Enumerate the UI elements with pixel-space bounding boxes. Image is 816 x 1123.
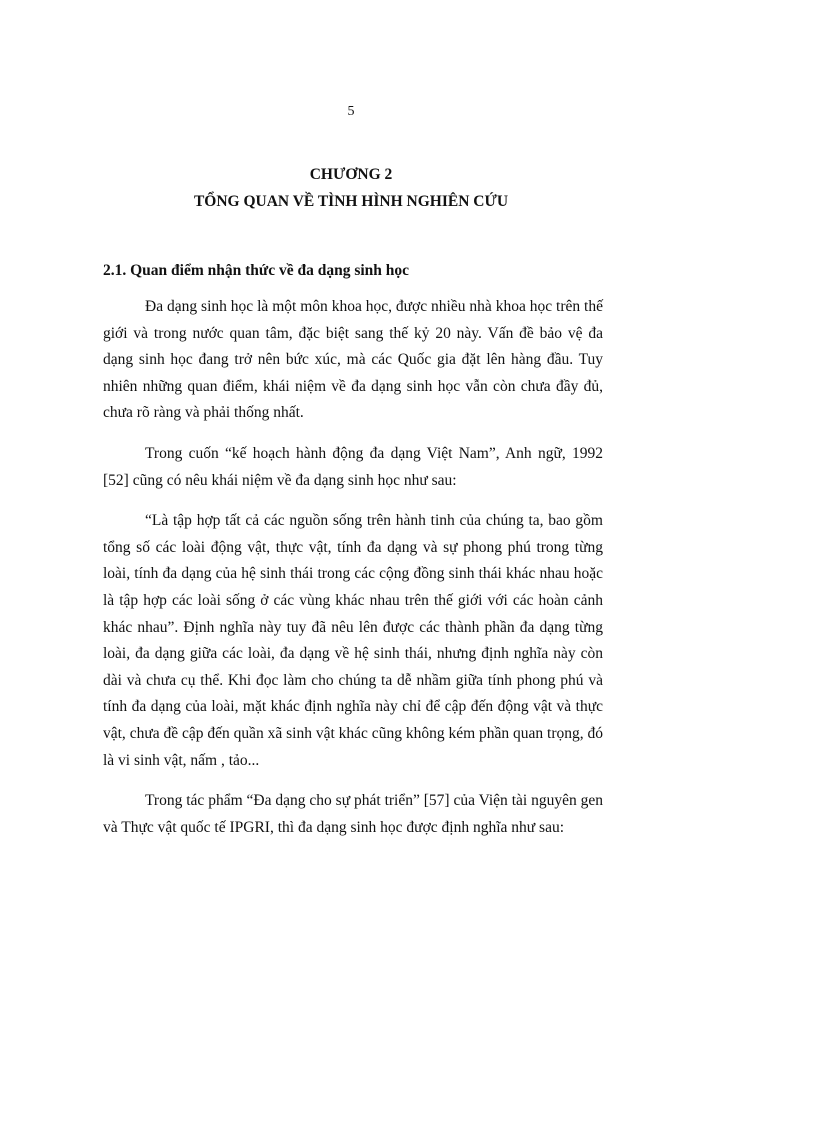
paragraph: Đa dạng sinh học là một môn khoa học, được nhiều nhà khoa học trên thế giới và trong nước quan tâm, đặc biệt sang thế kỷ 20 này. Vấn đề bảo vệ đa dạng sinh học đang trở nên bức xúc, mà các Quốc gia đặt lên hàng đầu. Tuy nhiên những quan điểm, khái niệm về đa dạng sinh học vẫn còn chưa đầy đủ, chưa rõ ràng và phải thống nhất. xyxy=(103,298,603,422)
chapter-label: CHƯƠNG 2 xyxy=(309,166,393,183)
section-heading: 2.1. Quan điểm nhận thức về đa dạng sinh học xyxy=(103,262,410,279)
chapter-title: TỔNG QUAN VỀ TÌNH HÌNH NGHIÊN CỨU xyxy=(193,193,509,210)
page-number: 5 xyxy=(347,104,355,119)
body-text xyxy=(103,294,603,855)
paragraph: Trong cuốn “kế hoạch hành động đa dạng Việt Nam”, Anh ngữ, 1992 [52] cũng có nêu khái niệm về đa dạng sinh học như sau: xyxy=(103,444,603,489)
quoted-definition-paragraph: “Là tập hợp tất cả các nguồn sống trên hành tinh của chúng ta, bao gồm tổng số các loài động vật, thực vật, tính đa dạng và sự phong phú trong từng loài, tính đa dạng của hệ sinh thái trong các cộng đồng sinh thái khác nhau hoặc là tập hợp các loài sống ở các vùng khác nhau trên thế giới với các hoàn cảnh khác nhau”. Định nghĩa này tuy đã nêu lên được các thành phần đa dạng từng loài, đa dạng giữa các loài, đa dạng về hệ sinh thái, nhưng định nghĩa này còn dài và chưa cụ thể. Khi đọc làm cho chúng ta dễ nhầm giữa tính phong phú và tính đa dạng của loài, mặt khác định nghĩa này chỉ để cập đến động vật và thực vật, chưa đề cập đến quần xã sinh vật khác cũng không kém phần quan trọng, đó là vi sinh vật, nấm , tảo... xyxy=(103,512,603,769)
paragraph: Trong tác phẩm “Đa dạng cho sự phát triển” [57] của Viện tài nguyên gen và Thực vật quốc tế IPGRI, thì đa dạng sinh học được định nghĩa như sau: xyxy=(103,792,603,836)
